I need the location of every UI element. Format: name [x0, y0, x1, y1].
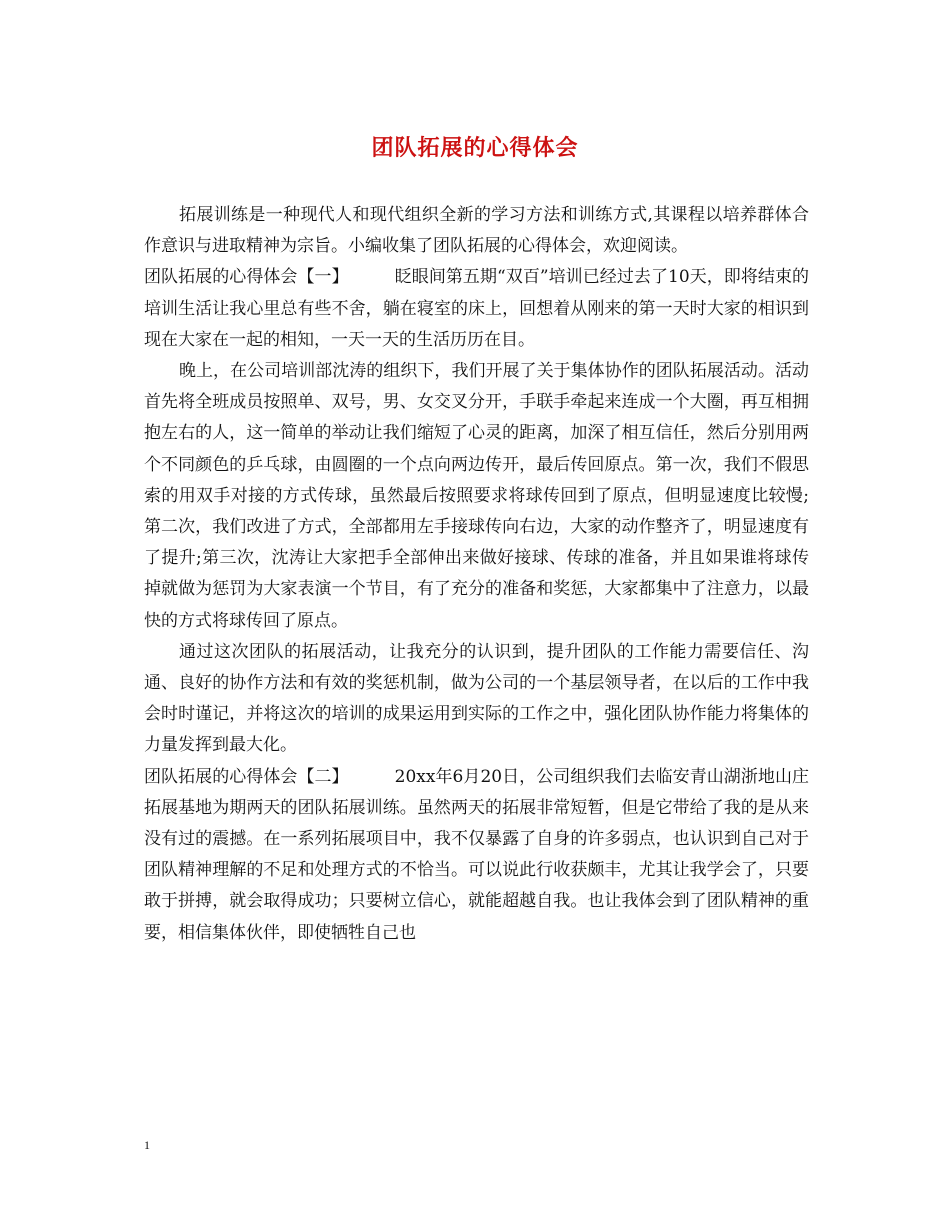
- page-number: 1: [144, 1138, 150, 1152]
- document-body: [144, 200, 809, 949]
- section-1-first-paragraph: [144, 262, 809, 356]
- document-title: 团队拓展的心得体会: [371, 135, 579, 161]
- section-2-lead-text: 20xx年6月20日，公司组织我们去临安青山湖浙地山庄拓展基地为期两天的团队拓展训练。虽然两天的拓展非常短暂，但是它带给了我的是从来没有过的震撼。在一系列拓展项目中，我不仅暴露了自身的许多弱点，也认识到自己对于团队精神理解的不足和处理方式的不恰当。可以说此行收获颇丰，尤其让我学会了，只要敢于拼搏，就会取得成功；只要树立信心，就能超越自我。也让我体会到了团队精神的重要，相信集体伙伴，即使牺牲自己也: [144, 766, 810, 943]
- intro-paragraph: 拓展训练是一种现代人和现代组织全新的学习方法和训练方式,其课程以培养群体合作意识与进取精神为宗旨。小编收集了团队拓展的心得体会，欢迎阅读。: [144, 205, 809, 257]
- section-2-first-paragraph: [144, 762, 809, 949]
- section-1-lead-text: 眨眼间第五期“双百”培训已经过去了10天，即将结束的培训生活让我心里总有些不舍，躺在寝室的床上，回想着从刚来的第一天时大家的相识到现在大家在一起的相知，一天一天的生活历历在目。: [144, 267, 810, 350]
- section-1-paragraph-2: 晚上，在公司培训部沈涛的组织下，我们开展了关于集体协作的团队拓展活动。活动首先将全班成员按照单、双号，男、女交叉分开，手联手牵起来连成一个大圈，再互相拥抱左右的人，这一简单的举动让我们缩短了心灵的距离，加深了相互信任，然后分别用两个不同颜色的乒乓球，由圆圈的一个点向两边传开，最后传回原点。第一次，我们不假思索的用双手对接的方式传球，虽然最后按照要求将球传回到了原点，但明显速度比较慢;第二次，我们改进了方式，全部都用左手接球传向右边，大家的动作整齐了，明显速度有了提升;第三次，沈涛让大家把手全部伸出来做好接球、传球的准备，并且如果谁将球传掉就做为惩罚为大家表演一个节目，有了充分的准备和奖惩，大家都集中了注意力，以最快的方式将球传回了原点。: [144, 361, 809, 631]
- section-1-heading: 团队拓展的心得体会【一】: [144, 267, 349, 288]
- section-2-heading: 团队拓展的心得体会【二】: [144, 766, 349, 787]
- section-1-paragraph-3: 通过这次团队的拓展活动，让我充分的认识到，提升团队的工作能力需要信任、沟通、良好的协作方法和有效的奖惩机制，做为公司的一个基层领导者，在以后的工作中我会时时谨记，并将这次的培训的成果运用到实际的工作之中，强化团队协作能力将集体的力量发挥到最大化。: [144, 641, 809, 756]
